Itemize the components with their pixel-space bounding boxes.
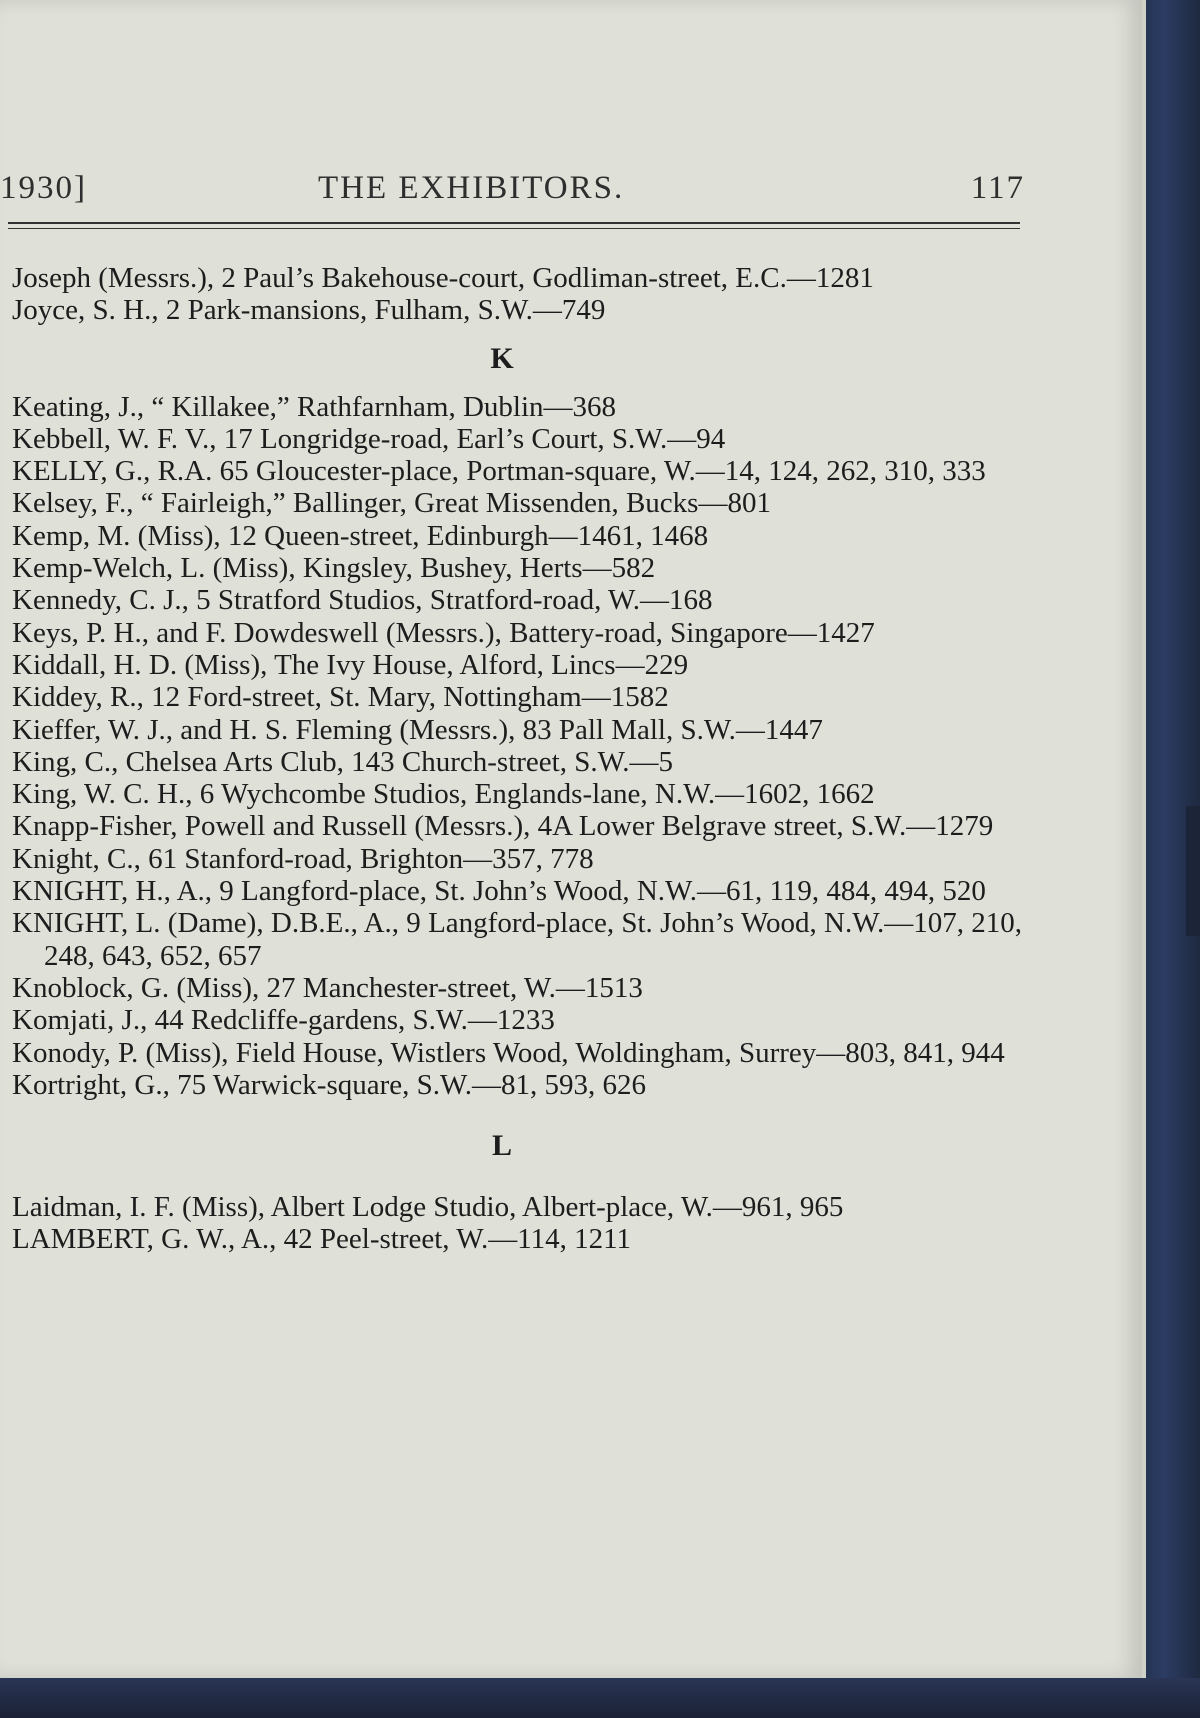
exhibitor-list [12,262,1022,1256]
list-item: Laidman, I. F. (Miss), Albert Lodge Studio, Albert-place, W.—961, 965 [12,1191,844,1224]
list-item: King, C., Chelsea Arts Club, 143 Church-street, S.W.—5 [12,745,674,778]
list-item: Kemp-Welch, L. (Miss), Kingsley, Bushey, Herts—582 [12,552,656,585]
list-item: Knight, C., 61 Stanford-road, Brighton—357, 778 [12,842,594,875]
list-item: KELLY, G., R.A. 65 Gloucester-place, Portman-square, W.—14, 124, 262, 310, 333 [12,455,986,488]
running-header [0,170,1025,214]
ribbon-bookmark [1186,806,1200,936]
list-item: Konody, P. (Miss), Field House, Wistlers Wood, Woldingham, Surrey—803, 841, 944 [12,1036,1005,1069]
list-item: Kennedy, C. J., 5 Stratford Studios, Stratford-road, W.—168 [12,584,713,617]
list-item: Kiddall, H. D. (Miss), The Ivy House, Alford, Lincs—229 [12,648,689,681]
list-item: KNIGHT, L. (Dame), D.B.E., A., 9 Langford-place, St. John’s Wood, N.W.—107, 210, 248, 643, 652, 657 [12,907,1022,972]
section-letter: K [490,341,514,375]
list-item: KNIGHT, H., A., 9 Langford-place, St. John’s Wood, N.W.—61, 119, 484, 494, 520 [12,875,986,908]
list-item: Joyce, S. H., 2 Park-mansions, Fulham, S.W.—749 [12,294,606,327]
list-item: Kortright, G., 75 Warwick-square, S.W.—81, 593, 626 [12,1068,646,1101]
list-item: Keating, J., “ Killakee,” Rathfarnham, Dublin—368 [12,390,617,423]
list-item: Joseph (Messrs.), 2 Paul’s Bakehouse-court, Godliman-street, E.C.—1281 [12,262,874,294]
list-item: Kelsey, F., “ Fairleigh,” Ballinger, Great Missenden, Bucks—801 [12,487,771,520]
list-item: Keys, P. H., and F. Dowdeswell (Messrs.), Battery-road, Singapore—1427 [12,616,875,649]
book-cover-bottom [0,1678,1200,1718]
list-item: Kiddey, R., 12 Ford-street, St. Mary, Nottingham—1582 [12,681,669,714]
list-item: King, W. C. H., 6 Wychcombe Studios, Englands-lane, N.W.—1602, 1662 [12,778,875,811]
list-item: Komjati, J., 44 Redcliffe-gardens, S.W.—1233 [12,1004,555,1037]
list-item: Kebbell, W. F. V., 17 Longridge-road, Earl’s Court, S.W.—94 [12,422,726,455]
header-rule [8,222,1020,224]
header-title: THE EXHIBITORS. [318,170,625,206]
header-rule-thin [8,228,1020,229]
list-item: Knoblock, G. (Miss), 27 Manchester-street, W.—1513 [12,971,643,1004]
list-item: Kieffer, W. J., and H. S. Fleming (Messrs.), 83 Pall Mall, S.W.—1447 [12,713,823,746]
section-letter: L [491,1129,512,1163]
list-item: Knapp-Fisher, Powell and Russell (Messrs.), 4A Lower Belgrave street, S.W.—1279 [12,810,994,843]
header-year: 1930] [0,170,87,206]
page-number: 117 [970,170,1025,206]
list-item: LAMBERT, G. W., A., 42 Peel-street, W.—114, 1211 [12,1223,632,1256]
list-item: Kemp, M. (Miss), 12 Queen-street, Edinburgh—1461, 1468 [12,519,709,552]
